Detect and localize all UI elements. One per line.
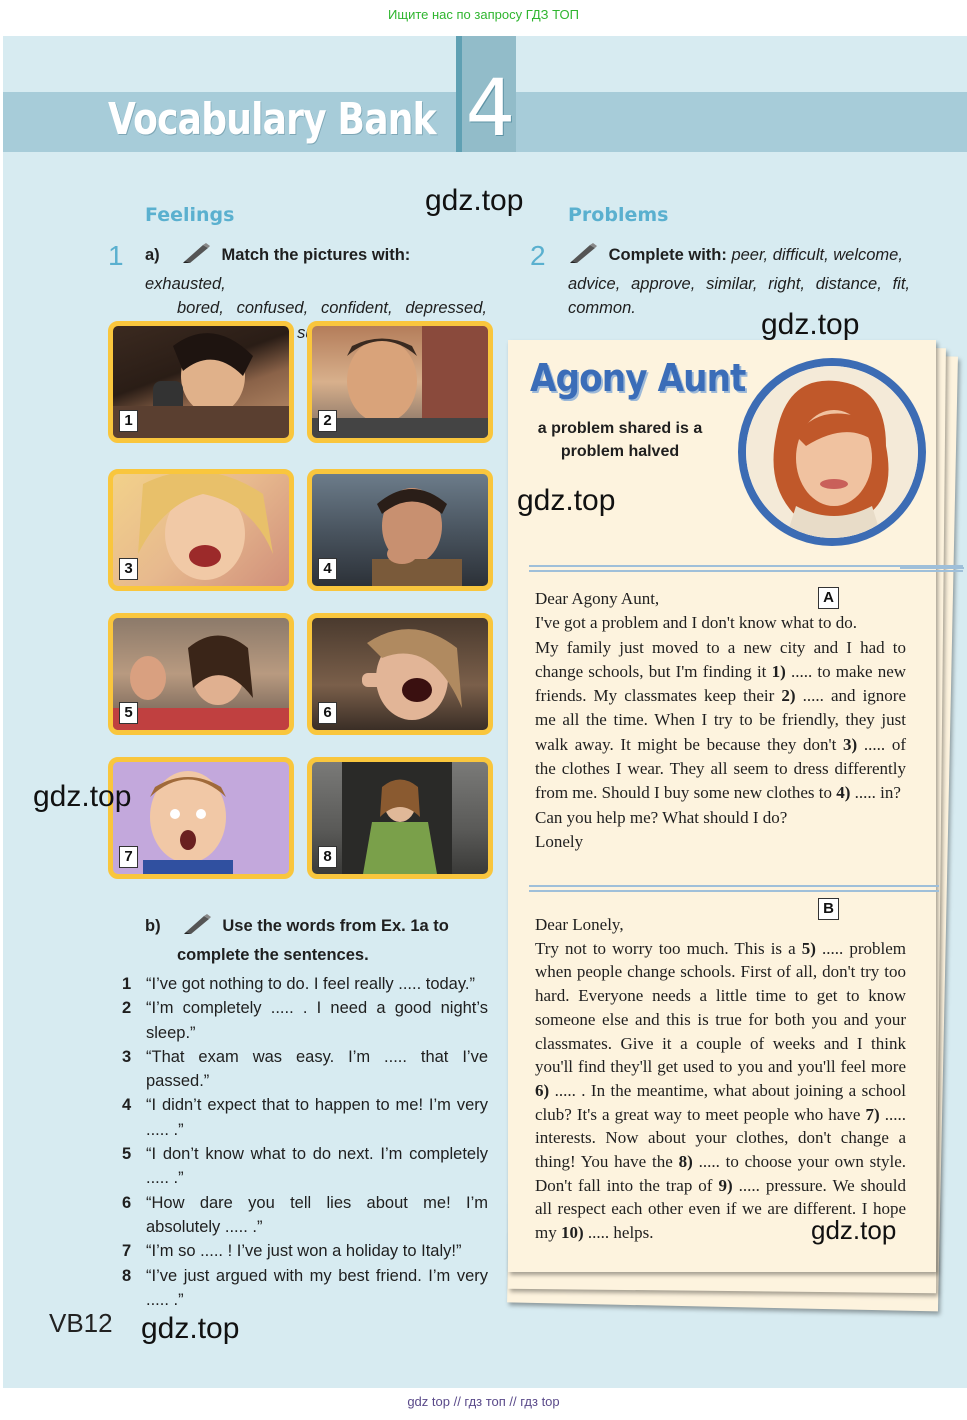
letter-text: ..... in?: [854, 783, 901, 803]
sentence-list: [122, 972, 488, 1312]
watermark: gdz.top: [33, 780, 132, 813]
part-b-line-2: complete the sentences.: [177, 945, 369, 964]
woman-on-phone-icon: [113, 326, 289, 438]
photo-label: 1: [119, 410, 138, 432]
sentence-number: 3: [122, 1047, 132, 1066]
letter-text: ..... helps.: [587, 1223, 654, 1243]
watermark: gdz.top: [811, 1215, 897, 1245]
gap-number: 3): [843, 734, 858, 754]
sentence-item: [122, 1264, 488, 1313]
letter-a-greeting: Dear Agony Aunt,: [535, 589, 660, 608]
sentence-number: 2: [122, 999, 132, 1018]
yawning-woman-icon: [312, 618, 488, 730]
agony-aunt-portrait: [738, 358, 926, 546]
exercise-1-number: 1: [108, 240, 124, 271]
sentence-item: [122, 1093, 488, 1142]
girl-on-phone-icon: [113, 618, 289, 730]
watermark: gdz.top: [761, 308, 860, 341]
letter-text: ..... to choose your own style. Don't fall into the trap of: [535, 1152, 906, 1195]
sentence-number: 1: [122, 975, 132, 993]
sentence-item: [122, 1045, 488, 1094]
laughing-woman-icon: [113, 474, 289, 586]
unit-number: 4: [465, 64, 516, 154]
letter-b-body: [535, 937, 906, 1245]
sentence-number: 7: [122, 1242, 132, 1261]
letter-a-line-1: I've got a problem and I don't know what to do.: [535, 613, 857, 633]
letter-a-question: Can you help me? What should I do?: [535, 807, 788, 827]
sentence-item: [122, 996, 488, 1045]
part-b-label: b): [145, 917, 161, 935]
letter-text: ..... problem when people change schools. First of all, don't try too hard. Everyone needs a little time to get to know someone else and this is true for both you and your classmates. Give it a couple of weeks and I think you'll find they'll get used to you and you'll feel more: [535, 938, 907, 1077]
photo-3: [108, 469, 294, 591]
photo-label: 3: [119, 558, 138, 580]
page-title: Vocabulary Bank: [108, 94, 436, 145]
sentence-number: 8: [122, 1266, 132, 1285]
watermark: gdz.top: [141, 1312, 240, 1345]
gap-number: 8): [678, 1152, 693, 1172]
gap-number: 7): [865, 1104, 880, 1124]
letter-b-tag: B: [818, 898, 839, 920]
photo-6: [307, 613, 493, 735]
subtitle-line-2: problem halved: [560, 443, 680, 460]
sentence-item: [122, 1239, 488, 1263]
photo-1: [108, 321, 294, 443]
letter-a: [535, 587, 906, 854]
ex2-words-1: peer, difficult, welcome,: [731, 246, 903, 264]
letter-b: [535, 913, 906, 1245]
photo-label: 7: [119, 846, 138, 868]
photo-label: 5: [119, 702, 138, 724]
photo-4: [307, 469, 493, 591]
subtitle-line-1: a problem shared is a: [537, 420, 703, 437]
sentence-text: “I’ve got nothing to do. I feel really ..... today.”: [146, 975, 475, 993]
letter-text: ..... . In the meantime, what about joining a school club? It's a great way to meet people who have: [535, 1080, 906, 1124]
part-a-label: a): [145, 246, 160, 264]
photo-label: 2: [318, 410, 337, 432]
divider: [529, 565, 963, 572]
gap-number: 4): [836, 783, 851, 803]
pencil-icon: [181, 242, 211, 272]
sentence-number: 4: [122, 1096, 132, 1115]
exercise-2-number: 2: [530, 240, 546, 271]
sentence-number: 6: [122, 1193, 132, 1212]
sentence-item: [122, 1142, 488, 1191]
gap-number: 2): [781, 686, 796, 706]
sentence-text: “I’m so ..... ! I’ve just won a holiday to Italy!”: [146, 1242, 462, 1261]
ex2-words-3: common.: [568, 299, 636, 317]
top-search-link[interactable]: Ищите нас по запросу ГДЗ ТОП: [388, 7, 579, 22]
photo-label: 8: [318, 846, 337, 868]
ex1-instruction-bold: Match the pictures with:: [221, 246, 411, 264]
photo-2: [307, 321, 493, 443]
sentence-text: “That exam was easy. I’m ..... that I’ve passed.”: [146, 1047, 488, 1091]
letter-a-signature: Lonely: [535, 831, 584, 851]
sentence-text: “I’m completely ..... . I need a good night’s sleep.”: [146, 999, 488, 1042]
part-b-line-1: Use the words from Ex. 1a to: [222, 917, 449, 935]
exercise-1b-instruction: [145, 913, 487, 967]
gap-number: 10): [560, 1223, 584, 1243]
gap-number: 6): [535, 1080, 550, 1100]
page-number: VB12: [49, 1308, 113, 1338]
gap-number: 1): [771, 661, 786, 681]
agony-aunt-photo-icon: [746, 366, 918, 538]
photo-label: 6: [318, 702, 337, 724]
worried-man-icon: [312, 474, 488, 586]
ex2-instruction-bold: Complete with:: [608, 246, 727, 264]
ex1-words-1: exhausted,: [145, 274, 226, 293]
upset-girl-icon: [312, 762, 488, 874]
letter-text: ..... and ignore me all the time. When I try to be friendly, they just walk away. It might be because they don't: [535, 686, 907, 754]
watermark: gdz.top: [517, 484, 616, 517]
letter-text: ..... to make new friends. My classmates keep their: [535, 661, 907, 706]
letter-a-tag: A: [818, 587, 839, 609]
smiling-man-icon: [312, 326, 488, 438]
pencil-icon: [568, 242, 598, 272]
ex2-words-2: advice, approve, similar, right, distance, fit,: [568, 274, 910, 293]
bottom-links[interactable]: gdz top // гдз топ // гдз top: [407, 1394, 560, 1409]
pencil-icon: [182, 913, 212, 943]
letter-text: ..... of the clothes I wear. They all seem to dress differently from me. Should I buy some new clothes to: [535, 734, 907, 803]
letter-text: ..... pressure. We should all respect each other even if we are different. I hope my: [535, 1175, 907, 1243]
agony-aunt-title: Agony Aunt: [530, 356, 746, 400]
sentence-text: “I’ve just argued with my best friend. I’m very ..... .”: [146, 1266, 488, 1309]
sentence-number: 5: [122, 1145, 132, 1164]
sentence-item: [122, 1191, 488, 1240]
gap-number: 9): [718, 1175, 733, 1195]
divider-extension: [900, 567, 964, 570]
letter-text: My family just moved to a new city and I had to change schools, but I'm finding it: [535, 637, 906, 681]
gap-number: 5): [801, 938, 816, 958]
sentence-text: “I don’t know what to do next. I’m completely ..... .”: [146, 1145, 488, 1188]
sentence-item: [122, 972, 488, 996]
photo-8: [307, 757, 493, 879]
letter-a-body: [535, 636, 906, 806]
watermark: gdz.top: [425, 184, 524, 217]
letter-text: Try not to worry too much. This is a: [535, 938, 796, 958]
photo-5: [108, 613, 294, 735]
letter-text: ..... interests. Now about your clothes, don't change a thing! You have the: [535, 1104, 907, 1172]
sentence-text: “How dare you tell lies about me! I’m absolutely ..... .”: [146, 1193, 488, 1236]
surprised-boy-icon: [113, 762, 289, 874]
agony-aunt-subtitle: [535, 417, 705, 463]
ex1-words-2: bored, confused, confident, depressed,: [177, 299, 487, 317]
letter-b-greeting: Dear Lonely,: [535, 915, 624, 934]
problems-heading: Problems: [568, 204, 669, 226]
feelings-heading: Feelings: [145, 204, 235, 226]
photo-7: [108, 757, 294, 879]
photo-label: 4: [318, 558, 337, 580]
sentence-text: “I didn’t expect that to happen to me! I’m very ..... .”: [146, 1096, 488, 1139]
divider: [529, 885, 939, 892]
